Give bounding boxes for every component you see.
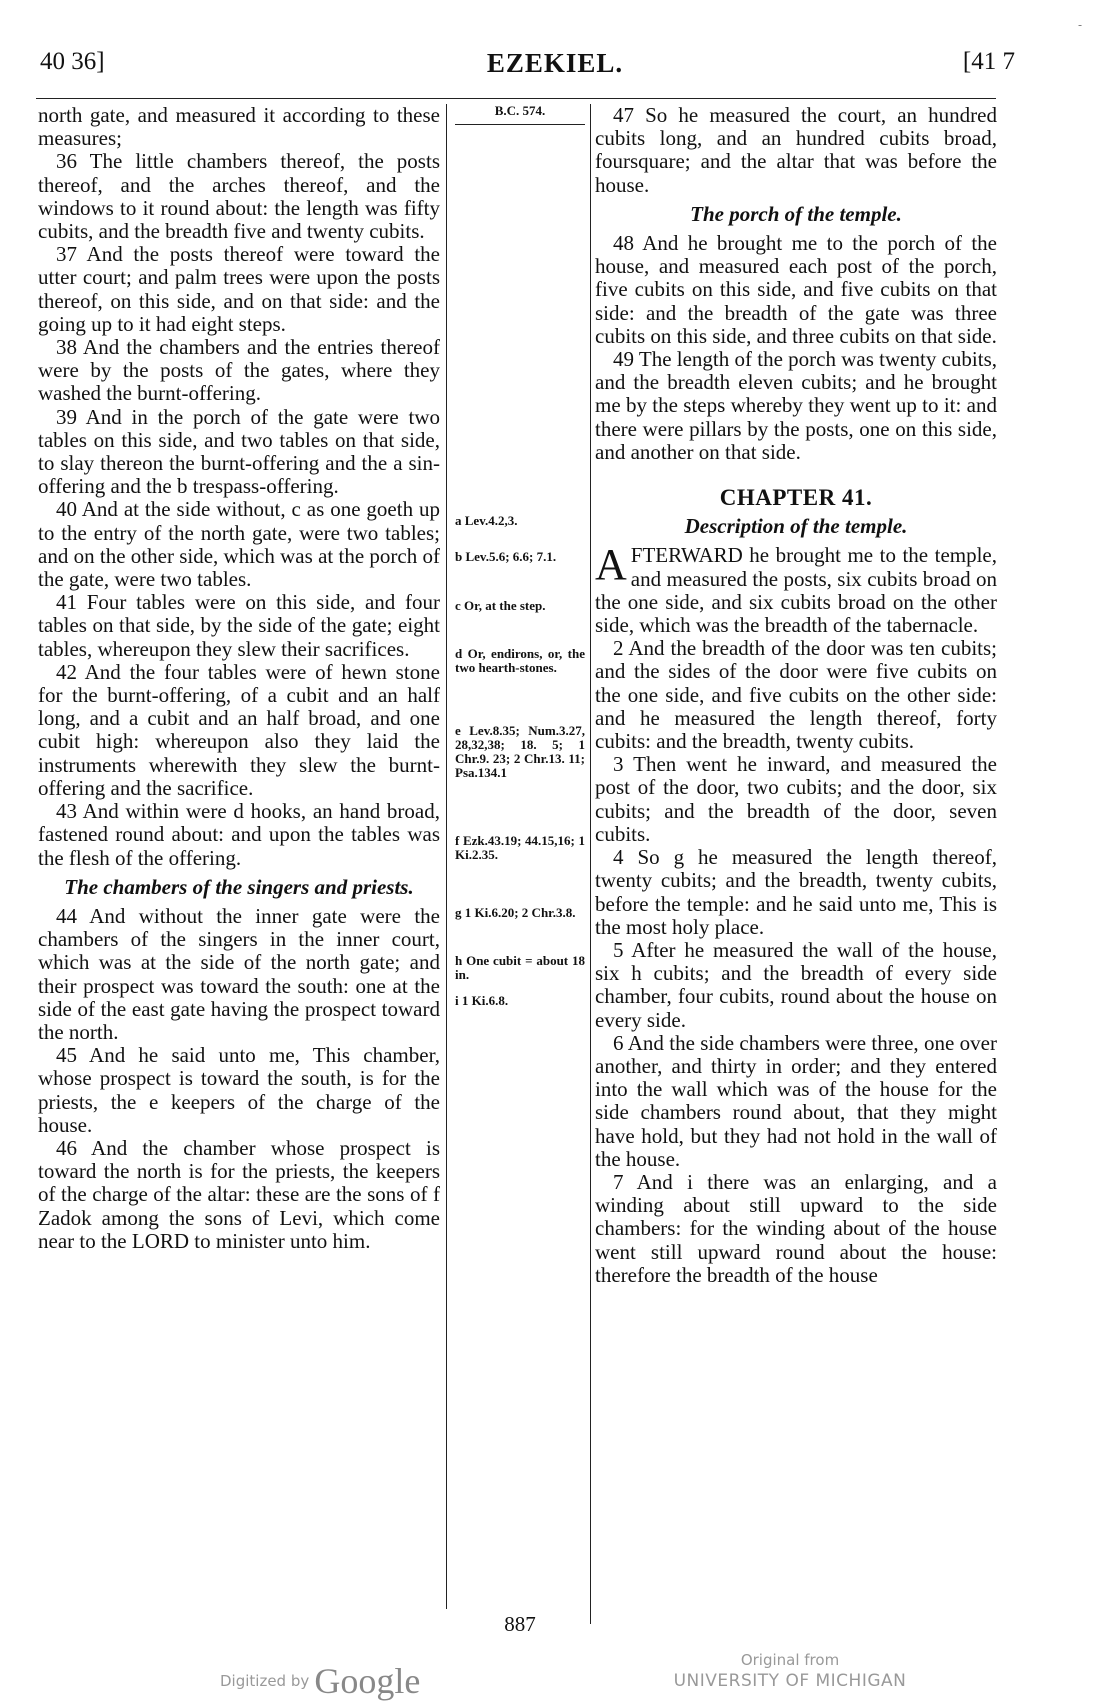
verse-40-35-continued: north gate, and measured it according to these measures; [38, 103, 440, 151]
verse-40-36: 36 The little chambers thereof, the posts thereof, and the arches thereof, and the windows to it round about: the length was fifty cubits, and the breadth five and twenty cubits. [38, 149, 440, 244]
drop-cap: A [595, 540, 627, 590]
verse-41-3: 3 Then went he inward, and measured the post of the door, two cubits; and the door, six cubits; and the breadth of the door, seven cubits. [595, 752, 997, 846]
page-title: EZEKIEL. [486, 48, 624, 78]
column-divider-left [446, 104, 447, 1609]
google-logo: Google [314, 1661, 421, 1701]
reference-note-c: c Or, at the step. [455, 598, 546, 613]
digitized-by-label: Digitized by [220, 1672, 310, 1690]
verse-40-39: 39 And in the porch of the gate were two tables on this side, and two tables on that side, to slay thereon the burnt-offering and the a sin-offering and the b trespass-offering. [38, 404, 440, 499]
verse-40-49: 49 The length of the porch was twenty cubits, and the breadth eleven cubits; and he brought me by the steps whereby they went up to it: and there were pillars by the posts, one on this side, and another on that side. [595, 347, 997, 464]
marginal-references-column [455, 103, 585, 1008]
reference-note-f: f Ezk.43.19; 44.15,16; 1 Ki.2.35. [455, 833, 585, 862]
reference-note-i: i 1 Ki.6.8. [455, 993, 509, 1008]
header-rule [36, 98, 996, 99]
verse-40-46: 46 And the chamber whose prospect is toward the north is for the priests, the keepers of the charge of the altar: these are the sons of f Zadok among the sons of Levi, which come near to the LORD to minister unto him. [38, 1135, 440, 1253]
verse-41-2: 2 And the breadth of the door was ten cubits; and the sides of the door were five cubits on the one side, and five cubits on the other side: and he measured the length thereof, forty cubits: and the breadth, twenty cubits. [595, 636, 997, 754]
verse-40-40: 40 And at the side without, c as one goeth up to the entry of the north gate, were two tables; and on the other side, which was at the porch of the gate, were two tables. [38, 497, 440, 592]
reference-note-e: e Lev.8.35; Num.3.27, 28,32,38; 18. 5; 1 Chr.9. 23; 2 Chr.13. 11; Psa.134.1 [455, 723, 585, 780]
header-left-reference: 40 36] [40, 48, 105, 75]
verse-40-44: 44 And without the inner gate were the chambers of the singers in the inner court, which was at the side of the north gate; and their prospect was toward the south: one at the side of the east gate having the prospect toward the north. [38, 903, 440, 1044]
reference-note-a: a Lev.4.2,3. [455, 513, 518, 528]
original-from-label: Original from [740, 1651, 840, 1669]
verse-40-37: 37 And the posts thereof were toward the utter court; and palm trees were upon the posts thereof, on this side, and on that side: and the going up to it had eight steps. [38, 242, 440, 336]
header-right-reference: [41 7 [962, 48, 1015, 75]
section-heading-temple: Description of the temple. [684, 514, 908, 539]
section-heading-porch: The porch of the temple. [690, 201, 902, 226]
verse-41-6: 6 And the side chambers were three, one over another, and thirty in order; and they entered into the wall which was of the house for the side chambers round about, that they might have hold, but they had not hold in the wall of the house. [595, 1030, 997, 1171]
verse-40-38: 38 And the chambers and the entries thereof were by the posts of the gates, where they washed the burnt-offering. [38, 335, 440, 406]
verse-41-1 [595, 540, 997, 638]
verse-40-45: 45 And he said unto me, This chamber, whose prospect is toward the south, is for the priests, the e keepers of the charge of the house. [38, 1043, 440, 1137]
chapter-heading: CHAPTER 41. [719, 485, 873, 511]
original-from-watermark [665, 1650, 915, 1692]
reference-note-d: d Or, endirons, or, the two hearth-stones. [455, 646, 585, 675]
section-heading-chambers: The chambers of the singers and priests. [64, 874, 414, 899]
reference-note-h: h One cubit = about 18 in. [455, 953, 585, 982]
verse-40-43: 43 And within were d hooks, an hand broad, fastened round about: and upon the tables was the flesh of the offering. [38, 799, 440, 870]
column-divider-right [590, 104, 591, 1624]
verse-41-5: 5 After he measured the wall of the house, six h cubits; and the breadth of every side chamber, four cubits, round about the house on every side. [595, 937, 997, 1032]
verse-41-4: 4 So g he measured the length thereof, twenty cubits; and the breadth, twenty cubits, before the temple: and he said unto me, This is the most holy place. [595, 845, 997, 939]
university-label: UNIVERSITY OF MICHIGAN [673, 1671, 907, 1691]
reference-note-g: g 1 Ki.6.20; 2 Chr.3.8. [455, 905, 576, 920]
verse-41-1-text: FTERWARD he brought me to the temple, and measured the posts, six cubits broad on the one side, and six cubits broad on the other side, which was the breadth of the tabernacle. [595, 543, 997, 638]
left-text-column [38, 104, 440, 1253]
verse-40-48: 48 And he brought me to the porch of the house, and measured each post of the porch, five cubits on this side, and five cubits on that side: and the breadth of the gate was three cubits on this side, and three cubits on that side. [595, 231, 997, 348]
right-text-column [595, 104, 997, 1287]
digitized-by-watermark [220, 1660, 420, 1702]
verse-40-42: 42 And the four tables were of hewn stone for the burnt-offering, of a cubit and an half long, and a cubit and an half broad, and one cubit high: whereupon also they laid the instruments wherewith they slew the burnt-offering and the sacrifice. [38, 659, 440, 800]
verse-40-47: 47 So he measured the court, an hundred cubits long, and an hundred cubits broad, foursquare; and the altar that was before the house. [595, 103, 997, 197]
corner-mark: - [1078, 18, 1083, 32]
reference-note-b: b Lev.5.6; 6.6; 7.1. [455, 549, 557, 564]
verse-41-7: 7 And i there was an enlarging, and a winding about still upward to the side chambers: for the winding about of the house went still upward round about the house: therefore the breadth of the house [595, 1169, 997, 1287]
page-number: 887 [504, 1612, 536, 1636]
verse-40-41: 41 Four tables were on this side, and four tables on that side, by the side of the gate; eight tables, whereupon they slew their sacrifices. [38, 590, 440, 661]
date-label: B.C. 574. [455, 104, 585, 125]
